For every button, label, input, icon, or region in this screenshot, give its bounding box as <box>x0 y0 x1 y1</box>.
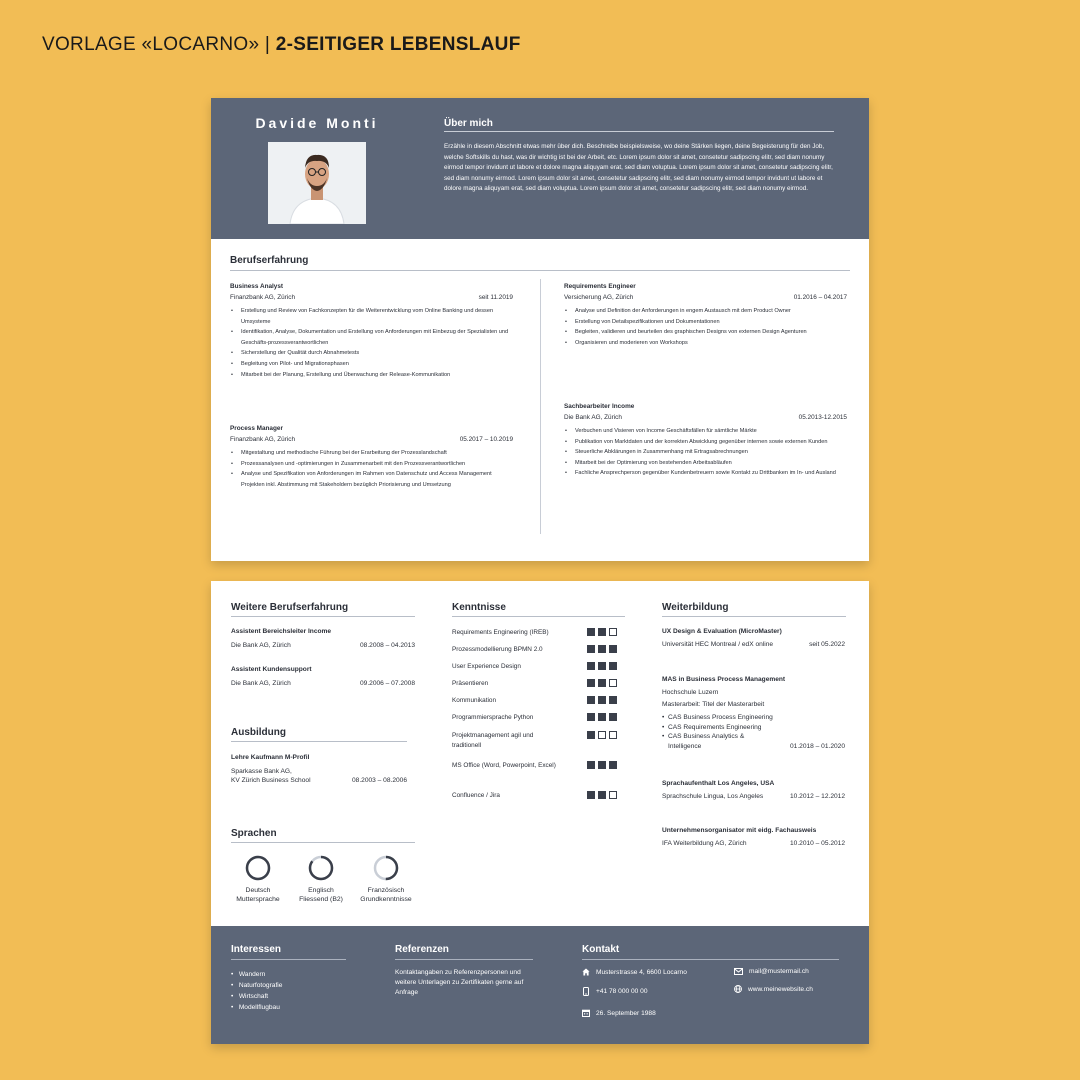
skill-rating <box>587 645 617 653</box>
footer <box>211 926 869 1044</box>
training-place: Sprachschule Lingua, Los Angeles <box>662 793 764 800</box>
training-entry <box>662 676 845 751</box>
skill-row <box>452 791 622 801</box>
job-bullets <box>230 306 513 380</box>
skill-row <box>452 696 622 706</box>
skill-row <box>452 713 622 723</box>
job-company: Finanzbank AG, Zürich <box>230 436 296 443</box>
phone-text: +41 78 000 00 00 <box>596 988 648 995</box>
training-place: IFA Weiterbildung AG, Zürich <box>662 840 747 847</box>
address-text: Musterstrasse 4, 6600 Locarno <box>596 968 687 976</box>
skill-rating <box>587 791 617 799</box>
job-entry <box>230 425 513 490</box>
banner-prefix: VORLAGE «LOCARNO» | <box>42 34 276 55</box>
job-dates: 01.2016 – 04.2017 <box>793 294 847 301</box>
education-entry <box>231 754 407 785</box>
skill-row <box>452 731 622 751</box>
rating-box-empty <box>609 731 617 739</box>
rating-box-filled <box>609 696 617 704</box>
cv-page-1 <box>211 98 869 561</box>
rating-box-filled <box>609 662 617 670</box>
rating-box-filled <box>598 662 606 670</box>
divider <box>231 741 407 742</box>
bullet-item: • Sicherstellung der Qualität durch Abnahmetests <box>230 348 513 359</box>
skill-name: Projektmanagement agil und traditionell <box>452 732 534 749</box>
training-dates: 10.2010 – 05.2012 <box>789 840 845 847</box>
job-title: Sachbearbeiter Income <box>564 403 635 410</box>
rating-box-filled <box>587 662 595 670</box>
rating-box-filled <box>609 645 617 653</box>
rating-box-filled <box>598 679 606 687</box>
training-name: MAS in Business Process Management <box>662 676 786 683</box>
rating-box-filled <box>598 713 606 721</box>
divider <box>662 616 846 617</box>
language-item <box>351 855 421 904</box>
bullet-item: • Steuerliche Abklärungen in Zusammenhang mit Ertragsabrechnungen <box>564 447 847 458</box>
training-entry <box>662 827 845 847</box>
mail-icon <box>734 968 743 975</box>
skill-name: Präsentieren <box>452 680 489 687</box>
bullet-item: • Mitgestaltung und methodische Führung bei der Erarbeitung der Prozesslandschaft <box>230 448 513 459</box>
interest-item: Wandern <box>238 971 266 978</box>
rating-box-filled <box>598 791 606 799</box>
bullet-item: • Publikation von Marktdaten und der korrekten Abwicklung gegenüber internen sowie externen Kunden <box>564 437 847 448</box>
bullet-item: • Mitarbeit bei der Planung, Erstellung und Überwachung der Release-Kommunikation <box>230 370 513 381</box>
skill-name: User Experience Design <box>452 663 521 670</box>
training-dates: 01.2018 – 01.2020 <box>789 742 845 750</box>
skill-row <box>452 628 622 638</box>
skill-rating <box>587 662 617 670</box>
job-company: Versicherung AG, Zürich <box>564 294 634 301</box>
skill-rating <box>587 696 617 704</box>
references-title: Referenzen <box>395 944 449 955</box>
education-title: Ausbildung <box>231 727 286 738</box>
rating-box-filled <box>587 761 595 769</box>
bullet-item: • Mitarbeit bei der Optimierung von bestehenden Arbeitsabläufen <box>564 458 847 469</box>
further-job <box>231 666 415 687</box>
job-entry <box>230 283 513 380</box>
website-text[interactable]: www.meinewebsite.ch <box>748 985 813 993</box>
bullet-item: • Analyse und Spezifikation von Anforderungen im Rahmen von Datenschutz und Access Management Projekten inkl. Abstimmung mit Stakeholdern bezüglich Priorisierung und Umsetzung <box>230 469 513 490</box>
job-bullets <box>564 426 847 479</box>
interest-item: Modellflugbau <box>238 1004 280 1011</box>
home-icon <box>582 968 590 976</box>
language-item <box>223 855 293 904</box>
skill-name: Requirements Engineering (IREB) <box>452 629 549 636</box>
rating-box-filled <box>598 696 606 704</box>
training-bullet: CAS Business Analytics & Intelligence <box>667 733 745 750</box>
skill-row <box>452 645 622 655</box>
job-company: Die Bank AG, Zürich <box>564 414 622 421</box>
training-name: UX Design & Evaluation (MicroMaster) <box>662 628 782 635</box>
divider <box>452 616 625 617</box>
skill-row <box>452 679 622 689</box>
education-dates: 08.2003 – 08.2006 <box>351 777 407 784</box>
job-bullets <box>564 306 847 348</box>
person-name: Davide Monti <box>255 115 379 131</box>
phone-icon <box>582 987 590 996</box>
training-dates: seit 05.2022 <box>809 641 845 648</box>
skill-rating <box>587 761 617 769</box>
further-job-company: Die Bank AG, Zürich <box>231 680 291 687</box>
rating-box-filled <box>609 761 617 769</box>
rating-box-filled <box>587 713 595 721</box>
rating-box-filled <box>598 645 606 653</box>
cv-page-2 <box>211 581 869 1044</box>
skills-title: Kenntnisse <box>452 602 506 613</box>
divider <box>231 616 415 617</box>
language-ring <box>245 855 271 881</box>
divider <box>582 959 839 960</box>
contact-phone <box>582 987 648 996</box>
training-entry <box>662 628 845 648</box>
further-job-dates: 09.2006 – 07.2008 <box>359 680 415 687</box>
bullet-item: • Analyse und Definition der Anforderungen in engem Austausch mit dem Product Owner <box>564 306 847 317</box>
further-job-dates: 08.2008 – 04.2013 <box>359 642 415 649</box>
job-dates: seit 11.2019 <box>478 294 513 301</box>
calendar-icon <box>582 1009 590 1017</box>
language-item <box>286 855 356 904</box>
job-title: Process Manager <box>230 425 283 432</box>
rating-box-filled <box>587 628 595 636</box>
training-bullet: CAS Requirements Engineering <box>667 723 762 731</box>
interests-list: • Wandern • Naturfotografie • Wirtschaft • Modellflugbau <box>231 971 283 1011</box>
training-bullets: • CAS Business Process Engineering • CAS Requirements Engineering • CAS Business Analytics & Intelligence 01.2018 – 01.2020 <box>662 714 845 750</box>
birthday-text: 26. September 1988 <box>596 1009 656 1017</box>
education-school: Sparkasse Bank AG, <box>231 768 292 775</box>
languages-title: Sprachen <box>231 828 277 839</box>
job-entry <box>564 403 847 479</box>
language-ring <box>308 855 334 881</box>
about-title: Über mich <box>444 118 493 129</box>
job-dates: 05.2017 – 10.2019 <box>459 436 513 443</box>
training-place: Hochschule Luzern <box>662 689 719 696</box>
job-dates: 05.2013-12.2015 <box>798 414 847 421</box>
skill-name: MS Office (Word, Powerpoint, Excel) <box>452 762 556 769</box>
language-level: Fliessend (B2) <box>299 896 343 903</box>
about-text: Erzähle in diesem Abschnitt etwas mehr über dich. Beschreibe beispielsweise, wo deine Stärken liegen, deine Begeisterung für den Job, welche Softskills du hast, was dir wichtig ist bei der Arbeit, etc. Lorem ipsum dolor sit amet, consetetur sadipscing elitr, sed diam nonumy eirmod tempor invidunt ut labore et dolore magna aliquyam erat, sed diam voluptua. Lorem ipsum dolor sit amet, consetetur sadipscing elitr, sed diam nonumy eirmod. Lorem ipsum dolor sit amet, consetetur sadipscing elitr, sed diam nonumy eirmod tempor invidunt ut labore et dolore magna aliquyam erat, sed diam voluptua. Lorem ipsum dolor sit amet, consetetur sadipscing elitr, sed diam nonumy eirmod. <box>444 143 833 193</box>
skill-rating <box>587 679 617 687</box>
bullet-item: • Begleiten, validieren und beurteilen des graphischen Designs von externen Design Agenturen <box>564 327 847 338</box>
further-job <box>231 628 415 649</box>
job-bullets <box>230 448 513 490</box>
divider <box>395 959 533 960</box>
bullet-item: • Identifikation, Analyse, Dokumentation und Erstellung von Anforderungen mit Einbezug der Spezialisten und Geschäfts-prozessverantwortlichen <box>230 327 513 348</box>
rating-box-filled <box>587 696 595 704</box>
skill-name: Confluence / Jira <box>452 792 500 799</box>
further-job-title: Assistent Bereichsleiter Income <box>231 628 332 635</box>
language-ring <box>373 855 399 881</box>
job-company: Finanzbank AG, Zürich <box>230 294 296 301</box>
language-level: Muttersprache <box>236 896 280 903</box>
bullet-item: • Fachliche Ansprechperson gegenüber Kundenbetreuern sowie Kontakt zu Drittbanken im In- und Ausland <box>564 468 847 479</box>
training-place: Universität HEC Montreal / edX online <box>662 641 774 648</box>
rating-box-empty <box>609 628 617 636</box>
training-name: Unternehmensorganisator mit eidg. Fachausweis <box>662 827 817 834</box>
contact-website[interactable] <box>734 985 813 993</box>
contact-title: Kontakt <box>582 944 620 955</box>
bullet-item: • Prozessanalysen und -optimierungen in Zusammenarbeit mit den Prozessverantwortlichen <box>230 459 513 470</box>
rating-box-empty <box>609 791 617 799</box>
bullet-item: • Organisieren und moderieren von Workshops <box>564 338 847 349</box>
globe-icon <box>734 985 742 993</box>
skill-rating <box>587 628 617 636</box>
skill-name: Prozessmodellierung BPMN 2.0 <box>452 646 543 653</box>
job-title: Requirements Engineer <box>564 283 636 290</box>
email-text[interactable]: mail@mustermail.ch <box>749 968 809 975</box>
experience-title: Berufserfahrung <box>230 255 309 266</box>
rating-box-filled <box>598 761 606 769</box>
interest-item: Naturfotografie <box>238 982 283 989</box>
interests-title: Interessen <box>231 944 282 955</box>
bullet-item: • Verbuchen und Visieren von Income Geschäftsfällen für sämtliche Märkte <box>564 426 847 437</box>
training-dates: 10.2012 – 12.2012 <box>789 793 845 800</box>
language-level: Grundkenntnisse <box>360 896 412 903</box>
skill-rating <box>587 713 617 721</box>
column-divider <box>540 279 541 534</box>
language-name: Englisch <box>308 887 334 894</box>
bullet-item: • Begleitung von Pilot- und Migrationsphasen <box>230 359 513 370</box>
training-bullet: CAS Business Process Engineering <box>667 714 773 721</box>
education-school-2: KV Zürich Business School <box>231 777 311 784</box>
experience-divider <box>230 270 850 271</box>
further-experience-title: Weitere Berufserfahrung <box>231 602 349 613</box>
job-entry <box>564 283 847 348</box>
job-title: Business Analyst <box>230 283 284 290</box>
rating-box-filled <box>587 791 595 799</box>
contact-birthday <box>582 1009 656 1017</box>
rating-box-empty <box>609 679 617 687</box>
contact-email[interactable] <box>734 968 809 975</box>
about-divider <box>444 131 834 132</box>
skill-rating <box>587 731 617 739</box>
header <box>211 98 869 239</box>
skill-row <box>452 761 622 771</box>
rating-box-empty <box>598 731 606 739</box>
contact-address <box>582 968 687 976</box>
profile-photo <box>268 142 366 224</box>
language-name: Deutsch <box>245 887 271 894</box>
divider <box>231 842 415 843</box>
rating-box-filled <box>587 679 595 687</box>
interest-item: Wirtschaft <box>238 993 269 1000</box>
training-note: Masterarbeit: Titel der Masterarbeit <box>662 701 765 708</box>
rating-box-filled <box>587 731 595 739</box>
skill-name: Kommunikation <box>452 697 497 704</box>
page-banner <box>42 34 521 56</box>
skill-name: Programmiersprache Python <box>452 714 534 721</box>
bullet-item: • Erstellung und Review von Fachkonzepten für die Weiterentwicklung vom Online Banking und dessen Umsysteme <box>230 306 513 327</box>
bullet-item: • Erstellung von Detailspezifikationen und Dokumentationen <box>564 317 847 328</box>
divider <box>231 959 346 960</box>
rating-box-filled <box>598 628 606 636</box>
language-name: Französisch <box>367 887 405 894</box>
training-title: Weiterbildung <box>662 602 729 613</box>
skill-row <box>452 662 622 672</box>
training-name: Sprachaufenthalt Los Angeles, USA <box>662 780 775 787</box>
further-job-title: Assistent Kundensupport <box>231 666 312 673</box>
education-name: Lehre Kaufmann M-Profil <box>231 754 310 761</box>
banner-title: 2-SEITIGER LEBENSLAUF <box>275 34 521 55</box>
rating-box-filled <box>587 645 595 653</box>
further-job-company: Die Bank AG, Zürich <box>231 642 291 649</box>
rating-box-filled <box>609 713 617 721</box>
references-text: Kontaktangaben zu Referenzpersonen und weitere Unterlagen zu Zertifikaten gerne auf Anfrage <box>395 969 524 996</box>
training-entry <box>662 780 845 800</box>
